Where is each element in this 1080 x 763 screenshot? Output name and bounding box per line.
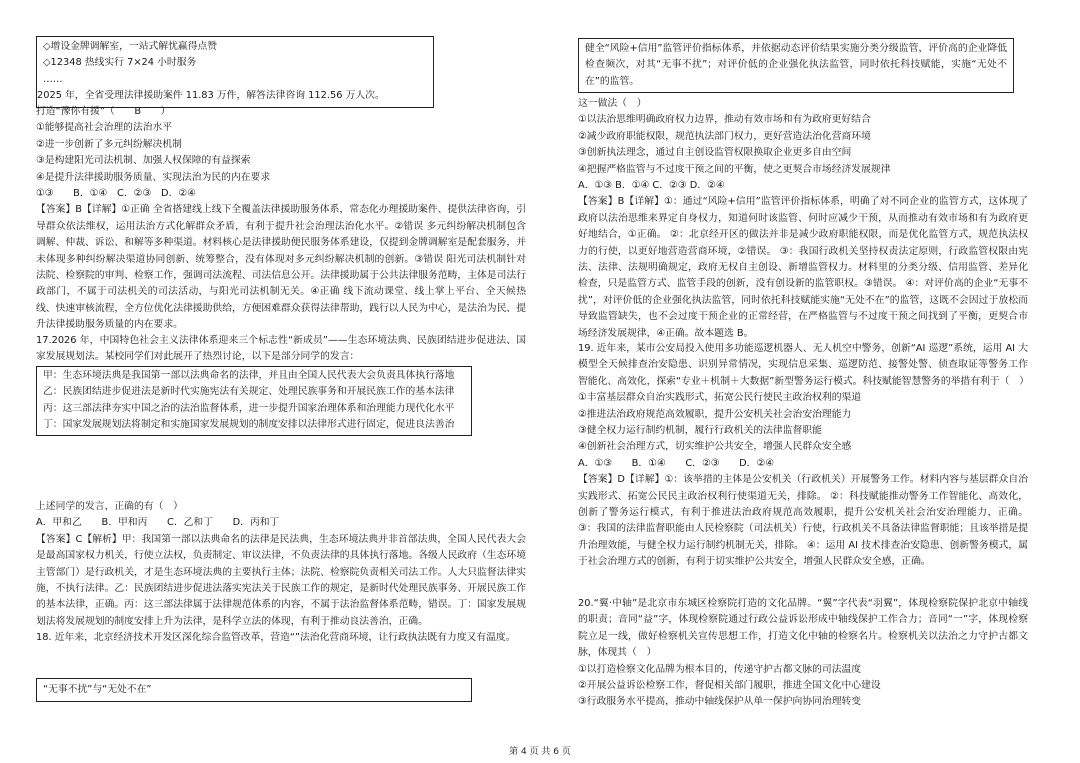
question-19 <box>578 341 1028 571</box>
question-18-stem: 18. 近年来，北京经济技术开发区深化综合监管改革，营造“”法治化营商环境，让行政执法既有力度又有温度。 <box>36 632 516 644</box>
option-item: ④是提升法律援助服务质量、实现法治为民的内在要求 <box>36 171 271 183</box>
option-item: ④创新社会治理方式，切实维护公共安全，增强人民群众安全感 <box>578 441 852 453</box>
option-item: ③健全权力运行制约机制，履行行政机关的法律监督职能 <box>578 425 822 436</box>
question-stem: 上述同学的发言，正确的有（ ） <box>36 501 183 512</box>
option-item: ①以打造检察文化品牌为根本目的，传递守护古都文脉的司法温度 <box>578 663 862 675</box>
option-item: ②开展公益诉讼检察工作，督促相关部门履职，推进全国文化中心建设 <box>578 680 881 692</box>
material-box-legal-aid <box>36 36 434 108</box>
material-box-supervision <box>578 38 1014 93</box>
answer-explanation: 【答案】D【详解】①：该举措的主体是公安机关（行政机关）开展警务工作。材料内容与基层群众自治实践形式、拓宽公民民主政治权利行使渠道无关，排除。 ②：科技赋能推动警务工作智能化、高效化，创新了警务运行模式，有利于推进法治政府规范高效履职，提升公安机关社会治安治理能力，正确。 ③：我国的法律监督职能由人民检察院（司法机关）行使，行政机关不具备法律监督职能；且该举措是提升治理效能，与健全权力运行制约机制无关，排除。 ④：运用 AI 技术排查治安隐患、创新警务模式，属于社会治理方式的创新，有利于切实维护公共安全，增强人民群众安全感，正确。 <box>578 474 1028 568</box>
question-stem: 19. 近年来，某市公安局投入使用多功能巡逻机器人、无人机空中警务，创新“AI 巡逻”系统，运用 AI 大模型全天候排查治安隐患、识别异常情况，实现信息采集、巡逻防范、接警处警、侦查取证等警务工作智能化、高效化，探索“专业＋机制＋大数据”新型警务运行模式。科技赋能智慧警务的举措有利于（ ） <box>578 343 1030 387</box>
option-item: ②减少政府职能权限，规范执法部门权力，更好营造法治化营商环境 <box>578 130 871 142</box>
option-item: ③创新执法理念，通过自主创设监管权限换取企业更多自由空间 <box>578 147 852 159</box>
page-number-footer: 第 4 页 共 6 页 <box>509 747 571 757</box>
option-item: ①丰富基层群众自治实践形式，拓宽公民行使民主政治权利的渠道 <box>578 392 862 404</box>
question-18 <box>578 96 1028 342</box>
answer-options: A．①③ B．①④ C．②③ D．②④ <box>578 179 725 191</box>
remark-bing: 丙：这三部法律夯实中国之治的法治监督体系，进一步提升国家治理体系和治理能力现代化水平 <box>43 402 455 414</box>
option-item: ②推进法治政府规范高效履职，提升公安机关社会治安治理能力 <box>578 408 852 420</box>
option-item: ②进一步创新了多元纠纷解决机制 <box>36 138 182 150</box>
option-item: ④把握严格监管与不过度干预之间的平衡，使之更契合市场经济发展规律 <box>578 163 891 175</box>
student-remarks-box <box>36 366 472 436</box>
remark-yi: 乙：民族团结进步促进法是新时代实施宪法有关规定、处理民族事务和开展民族工作的基本法律 <box>43 386 455 398</box>
question-stem: 打造“豫你有援”（ B ） <box>36 106 171 117</box>
answer-options: A．甲和乙 B．甲和丙 C．乙和丁 D．丙和丁 <box>36 517 280 529</box>
question-20 <box>578 596 1028 711</box>
option-item: ①以法治思维明确政府权力边界，推动有效市场和有为政府更好结合 <box>578 114 871 126</box>
slogan-text: “无事不扰”与“无处不在” <box>43 684 152 695</box>
remark-ding: 丁：国家发展规划法将制定和实施国家发展规划的制度安排以法律形式进行固定，促进良法善治 <box>43 419 455 431</box>
answer-options: A．①③ B．①④ C．②③ D．②④ <box>578 457 775 469</box>
remark-jia: 甲：生态环境法典是我国第一部以法典命名的法律，并且由全国人民代表大会负责具体执行落地 <box>43 370 455 381</box>
box-line: 2025 年，全省受理法律援助案件 11.83 万件，解答法律咨询 112.56 万人次。 <box>37 90 385 102</box>
question-stem: 20.“翼·中轴”是北京市东城区检察院打造的文化品牌。“翼”字代表“羽翼”，体现检察院保护北京中轴线的职责；音同“益”字，体现检察院通过行政公益诉讼形成中轴线保护工作合力；音同“一”字，体现检察院立足一线，做好检察机关宣传思想工作，打造文化中轴的检察名片。检察机关以法治之力守护古都文脉，体现其（ ） <box>578 598 1028 659</box>
question-16 <box>36 104 526 334</box>
question-stem: 这一做法（ ） <box>578 98 647 109</box>
option-item: ①能够提高社会治理的法治水平 <box>36 122 173 134</box>
answer-options: ①③ B．①④ C．②③ D．②④ <box>36 187 196 199</box>
box-line: …… <box>43 73 63 85</box>
question-17 <box>36 499 526 647</box>
material-box-slogan <box>36 678 472 702</box>
answer-explanation: 【答案】B【详解】①：通过“风险+信用”监管评价指标体系，明确了对不同企业的监管方式，这体现了政府以法治思维来界定自身权力，知道何时该监管、何时应减少干预，从而推动有效市场和有为政府更好地结合，①正确。 ②：北京经开区的做法并非是减少政府职能权限，而是优化监管方式，规范执法权力的行使，以更好地营造营商环境，②错误。 ③：我国行政机关坚持权责法定原则，行政监管权限由宪法、法律、法规明确规定，政府无权自主创设、新增监管权力。材料里的分类分级、信用监管、差异化检查，只是监管方式、监管手段的创新，没有创设新的监管职权。③错误。 ④：对评价高的企业“无事不扰”，对评价低的企业强化执法监管，同时依托科技赋能实施“无处不在”的监管，这既不会因过于放松而导致监管缺失，也不会过度干预企业的正常经营，在严格监管与不过度干预之间找到了平衡，更契合市场经济发展规律，④正确。故本题选 B。 <box>578 196 1028 339</box>
option-item: ③行政服务水平提高，推动中轴线保护从单一保护向协同治理转变 <box>578 696 862 708</box>
answer-explanation: 【答案】C【解析】甲：我国第一部以法典命名的法律是民法典，生态环境法典并非首部法典，全国人民代表大会是最高国家权力机关，行使立法权，负责制定、审议法律，不负责法律的具体执行落地。各级人民政府（生态环境主管部门）是行政机关，才是生态环境法典的主要执行主体；法院、检察院负责相关司法工作。人大只监督法律实施，不执行法律。乙：民族团结进步促进法落实宪法关于民族工作的规定，是新时代处理民族事务、开展民族工作的基本法律，正确。丙：这三部法律属于法律规范体系的内容，不属于法治监督体系范畴，错误。丁：国家发展规划法将发展规划的制度安排上升为法律，是科学立法的体现，有利于推动良法善治，正确。 <box>36 533 526 627</box>
box-line: ◇增设金牌调解室，一站式解忧赢得点赞 <box>43 41 218 52</box>
answer-explanation: 【答案】B【详解】①正确 全省搭建线上线下全覆盖法律援助服务体系，常态化办理援助案件、提供法律咨询，引导群众依法维权，运用法治方式化解群众矛盾，有利于提升社会治理法治化水平。②错误 多元纠纷解决机制包含调解、仲裁、诉讼、和解等多种渠道。材料核心是法律援助便民服务体系建设，仅提到金牌调解室是配套服务，并未体现多种纠纷解决渠道协同创新、统筹整合，没有体现对多元纠纷解决机制的创新。③错误 阳光司法机制针对法院、检察院的审判、检察工作，强调司法流程、司法信息公开。法律援助属于公共法律服务范畴，主体是司法行政部门，不属于司法机关的司法活动，与阳光司法机制无关。④正确 线下流动课堂、线上掌上平台、全天候热线、快速审核流程，全方位优化法律援助供给，方便困难群众获得法律帮助，践行以人民为中心，是法治为民、提升法律援助服务质量的内在要求。 <box>36 204 526 331</box>
box-line: ◇12348 热线实行 7×24 小时服务 <box>43 57 197 69</box>
question-17-stem: 17.2026 年，中国特色社会主义法律体系迎来三个标志性“新成员”——生态环境法典、民族团结进步促进法、国家发展规划法。某校同学们对此展开了热烈讨论，以下是部分同学的发言： <box>36 335 526 363</box>
option-item: ③是构建阳光司法机制、加强人权保障的有益探索 <box>36 155 251 167</box>
material-text: 健全“风险+信用”监管评价指标体系，并依据动态评价结果实施分类分级监管，评价高的企业降低检查频次，对其“无事不扰”；对评价低的企业强化执法监管，同时依托科技赋能，实施“无处不在”的监管。 <box>585 43 1007 87</box>
